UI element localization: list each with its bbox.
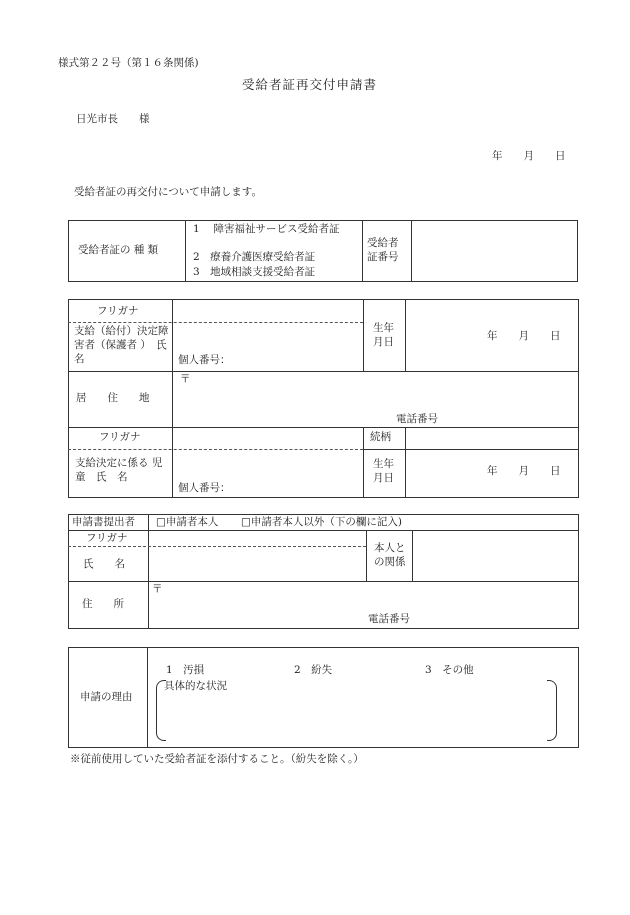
submitter-other-checkbox[interactable]: □申請者本人以外（下の欄に記入) xyxy=(241,516,403,528)
certificate-number-field[interactable] xyxy=(416,240,574,260)
certificate-number-label: 受給者証番号 xyxy=(367,237,399,264)
child-furigana-field[interactable] xyxy=(180,431,358,445)
certificate-type-label: 受給者証の 種 類 xyxy=(78,244,159,256)
child-birth-label: 生年月日 xyxy=(373,458,394,485)
birth-date: 年 月 日 xyxy=(487,330,561,342)
submitter-postal-mark: 〒 xyxy=(152,583,163,595)
phone-label: 電話番号 xyxy=(396,413,438,425)
child-my-number-label: 個人番号： xyxy=(178,482,231,494)
child-birth-date: 年 月 日 xyxy=(487,465,561,477)
reason-label: 申請の理由 xyxy=(80,691,133,703)
submitter-phone-label: 電話番号 xyxy=(368,613,410,625)
addressee: 日光市長 様 xyxy=(76,113,150,125)
birth-label: 生年月日 xyxy=(373,322,394,349)
detail-bracket-right xyxy=(547,680,557,741)
certificate-option-3: 3 地域相談支援受給者証 xyxy=(193,266,316,278)
submitter-name-label: 氏 名 xyxy=(83,558,125,570)
detail-label: 具体的な状況 xyxy=(164,680,227,692)
certificate-option-1: 1 障害福祉サービス受給者証 xyxy=(193,223,340,235)
my-number-label: 個人番号： xyxy=(178,354,231,366)
submitter-relation-label: 本人との関係 xyxy=(374,542,406,569)
submitter-furigana-label: フリガナ xyxy=(86,532,128,544)
submitter-label: 申請書提出者 xyxy=(72,516,135,528)
furigana-field[interactable] xyxy=(180,304,358,320)
recipient-name-label: 支給（給付）決定障害者（保護者 ） 氏 名 xyxy=(74,325,178,366)
submitter-self-checkbox[interactable]: □申請者本人 xyxy=(156,516,219,528)
intro-text: 受給者証の再交付について申請します。 xyxy=(74,186,262,198)
child-name-label: 支給決定に係る 児 童 氏 名 xyxy=(75,457,173,484)
submitter-furigana-field[interactable] xyxy=(156,533,361,545)
date-line: 年 月 日 xyxy=(492,150,566,162)
relation-label: 続柄 xyxy=(370,431,391,443)
reason-option-lost[interactable]: 2 紛失 xyxy=(294,664,333,676)
detail-field[interactable] xyxy=(170,697,542,737)
reason-option-other[interactable]: 3 その他 xyxy=(425,664,474,676)
postal-mark: 〒 xyxy=(180,373,191,385)
address-label: 居 住 地 xyxy=(76,392,150,404)
submitter-address-label: 住 所 xyxy=(82,598,124,610)
child-furigana-label: フリガナ xyxy=(99,431,141,443)
furigana-label: フリガナ xyxy=(97,305,139,317)
footnote: ※従前使用していた受給者証を添付すること。（紛失を除く。） xyxy=(70,753,364,765)
form-title: 受給者証再交付申請書 xyxy=(242,77,378,92)
form-number: 様式第２２号（第１６条関係) xyxy=(58,57,199,69)
reason-option-damaged[interactable]: 1 汚損 xyxy=(166,664,205,676)
certificate-option-2: 2 療養介護医療受給者証 xyxy=(193,251,316,263)
